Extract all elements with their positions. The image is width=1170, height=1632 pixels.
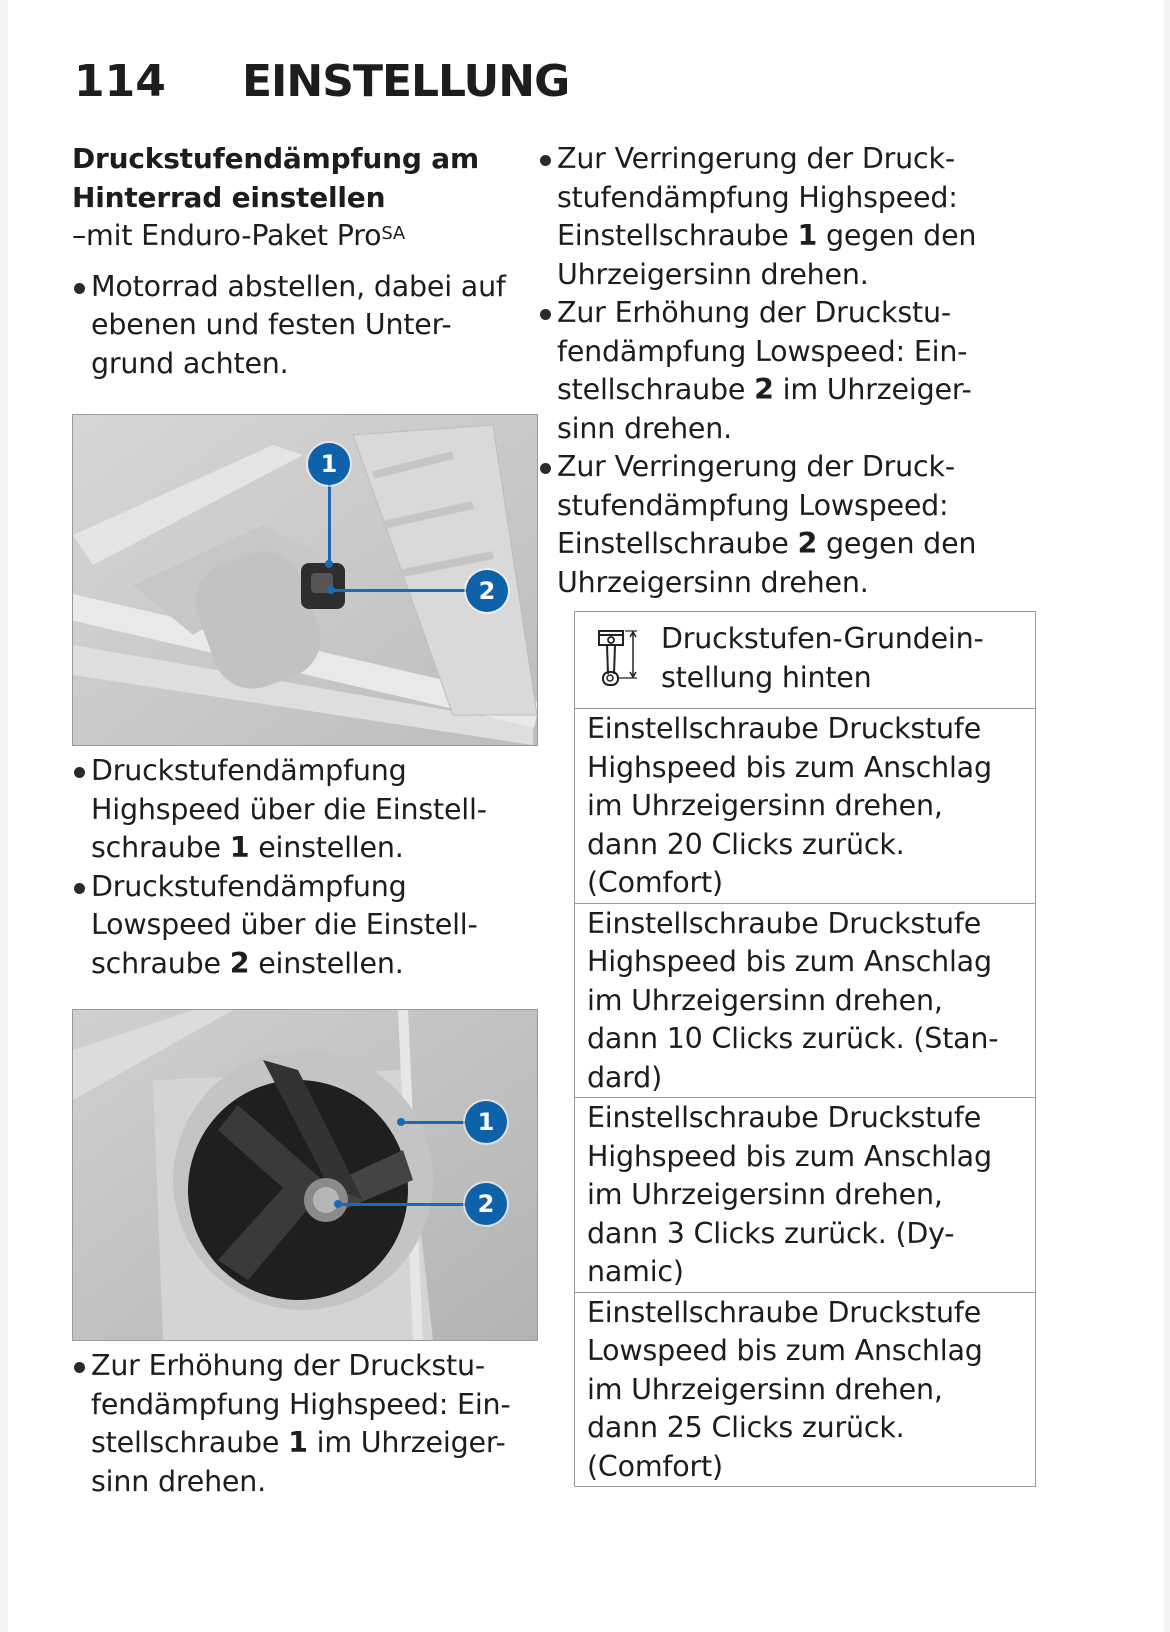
piston-stroke-icon — [597, 628, 641, 688]
cell-line: dann 20 Clicks zurück. — [587, 827, 905, 861]
bullet-line — [91, 829, 542, 868]
table-cell — [575, 903, 1036, 1098]
table-cell — [575, 709, 1036, 904]
bullet-line: stufendämpfung Highspeed: — [557, 180, 958, 214]
bullet-item — [72, 1347, 542, 1501]
settings-table — [574, 611, 1036, 1487]
text-run: stellschraube — [557, 373, 755, 406]
bullet-line: stufendämpfung Lowspeed: — [557, 488, 949, 522]
bullet-line — [557, 525, 1038, 564]
chapter-title: EINSTELLUNG — [242, 56, 570, 107]
table-cell — [575, 1098, 1036, 1293]
figure-shock-adjuster — [72, 414, 538, 746]
screw-number: 1 — [288, 1426, 308, 1459]
table-header-row — [575, 612, 1036, 709]
cell-line: dann 25 Clicks zurück. — [587, 1411, 905, 1444]
bullet-dot-icon — [540, 309, 551, 320]
bullet-line: Druckstufendämpfung — [91, 754, 407, 787]
leader-line — [331, 589, 471, 592]
table-cell — [575, 1292, 1036, 1487]
cell-line: Einstellschraube Druckstufe — [587, 1101, 982, 1134]
subtitle-text: –mit Enduro-Paket Pro — [72, 219, 382, 252]
bullet-item — [72, 752, 542, 868]
screw-number: 2 — [229, 946, 250, 980]
page-number: 114 — [74, 56, 166, 107]
bullet-line: Highspeed über die Einstell- — [91, 792, 487, 826]
bullet-item — [72, 268, 542, 384]
text-run: im Uhrzeiger- — [773, 373, 972, 406]
bullet-line: fendämpfung Lowspeed: Ein- — [557, 334, 968, 368]
cell-line: Highspeed bis zum Anschlag — [587, 750, 992, 784]
cell-line: Einstellschraube Druckstufe — [587, 712, 982, 745]
callout-2-icon: 2 — [466, 570, 508, 612]
bullet-item — [72, 868, 542, 984]
bullet-item — [538, 448, 1038, 602]
cell-line: (Comfort) — [587, 1449, 723, 1483]
text-run: gegen den — [817, 219, 977, 252]
bullet-line: ebenen und festen Unter- — [91, 308, 452, 341]
figure-adjuster-knob — [72, 1009, 538, 1341]
bullet-line: Motorrad abstellen, dabei auf — [91, 269, 506, 303]
cell-line: im Uhrzeigersinn drehen, — [587, 1178, 943, 1211]
callout-2-icon: 2 — [465, 1183, 507, 1225]
table-header-line: stellung hinten — [661, 660, 872, 694]
section-heading-line: Hinterrad einstellen — [72, 180, 386, 214]
callout-1-icon: 1 — [308, 443, 350, 485]
cell-line: dard) — [587, 1060, 662, 1094]
bullet-dot-icon — [74, 767, 85, 778]
bullet-dot-icon — [74, 883, 85, 894]
bullet-line: Zur Verringerung der Druck- — [557, 450, 955, 483]
cell-line: dann 10 Clicks zurück. (Stan- — [587, 1022, 999, 1055]
bullet-dot-icon — [540, 155, 551, 166]
cell-line: Highspeed bis zum Anschlag — [587, 945, 992, 978]
leader-line — [401, 1121, 473, 1124]
bullet-item — [538, 294, 1038, 448]
text-run: Einstellschraube — [557, 527, 798, 560]
leader-dot — [397, 1118, 405, 1126]
bullet-dot-icon — [74, 1362, 85, 1373]
text-run: im Uhrzeiger- — [307, 1426, 506, 1459]
bullet-dot-icon — [74, 283, 85, 294]
text-run: stellschraube — [91, 1426, 289, 1459]
cell-line: namic) — [587, 1255, 684, 1288]
cell-line: (Comfort) — [587, 866, 723, 899]
table-row — [575, 1292, 1036, 1487]
cell-line: Einstellschraube Druckstufe — [587, 906, 982, 940]
leader-line — [328, 473, 331, 565]
text-run: schraube — [91, 831, 230, 864]
bullet-line: Lowspeed über die Einstell- — [91, 908, 478, 941]
leader-dot — [334, 1200, 342, 1208]
shock-photo-illustration — [73, 415, 537, 745]
bullet-dot-icon — [540, 463, 551, 474]
table-row — [575, 709, 1036, 904]
bullet-line: sinn drehen. — [91, 1464, 266, 1498]
text-run: gegen den — [817, 527, 977, 560]
bullet-line — [91, 945, 542, 984]
cell-line: im Uhrzeigersinn drehen, — [587, 1372, 943, 1406]
section-heading — [72, 140, 542, 217]
bullet-line: Zur Erhöhung der Druckstu- — [557, 296, 951, 329]
table-header-title — [661, 620, 984, 697]
cell-line: dann 3 Clicks zurück. (Dy- — [587, 1216, 955, 1250]
callout-1-icon: 1 — [465, 1101, 507, 1143]
bullet-line — [557, 371, 1038, 410]
screw-number: 2 — [797, 527, 818, 560]
section-heading-line: Druckstufendämpfung am — [72, 142, 479, 175]
cell-line: Highspeed bis zum Anschlag — [587, 1139, 992, 1173]
screw-number: 1 — [797, 219, 818, 252]
cell-line: im Uhrzeigersinn drehen, — [587, 789, 943, 822]
bullet-line: Uhrzeigersinn drehen. — [557, 257, 869, 291]
right-column — [538, 140, 1038, 602]
left-column — [72, 140, 542, 383]
subtitle-superscript: SA — [381, 223, 406, 244]
cell-line: Lowspeed bis zum Anschlag — [587, 1334, 983, 1367]
knob-photo-illustration — [73, 1010, 537, 1340]
table-row — [575, 903, 1036, 1098]
bullet-line — [557, 217, 1038, 256]
left-column-middle — [72, 752, 542, 983]
text-run: einstellen. — [249, 831, 404, 864]
bullet-line — [91, 1424, 542, 1463]
bullet-item — [538, 140, 1038, 294]
table-header-cell — [575, 612, 1036, 709]
screw-number: 1 — [229, 831, 250, 864]
text-run: Einstellschraube — [557, 219, 798, 252]
cell-line: Einstellschraube Druckstufe — [587, 1295, 982, 1329]
bullet-line: Zur Verringerung der Druck- — [557, 142, 955, 175]
text-run: schraube — [91, 946, 230, 980]
bullet-line: Druckstufendämpfung — [91, 869, 407, 903]
text-run: einstellen. — [249, 946, 404, 980]
screw-number: 2 — [754, 373, 774, 406]
manual-page — [8, 0, 1164, 1632]
leader-dot — [325, 560, 333, 568]
leader-dot — [327, 586, 335, 594]
bullet-line: grund achten. — [91, 346, 289, 380]
bullet-line: Zur Erhöhung der Druckstu- — [91, 1349, 485, 1382]
section-subtitle — [72, 217, 542, 256]
table-row — [575, 1098, 1036, 1293]
table-header-line: Druckstufen-Grundein- — [661, 622, 984, 655]
leader-line — [338, 1203, 473, 1206]
bullet-line: fendämpfung Highspeed: Ein- — [91, 1387, 511, 1421]
left-column-bottom — [72, 1347, 542, 1501]
bullet-line: Uhrzeigersinn drehen. — [557, 565, 869, 599]
cell-line: im Uhrzeigersinn drehen, — [587, 983, 943, 1017]
bullet-line: sinn drehen. — [557, 411, 732, 445]
